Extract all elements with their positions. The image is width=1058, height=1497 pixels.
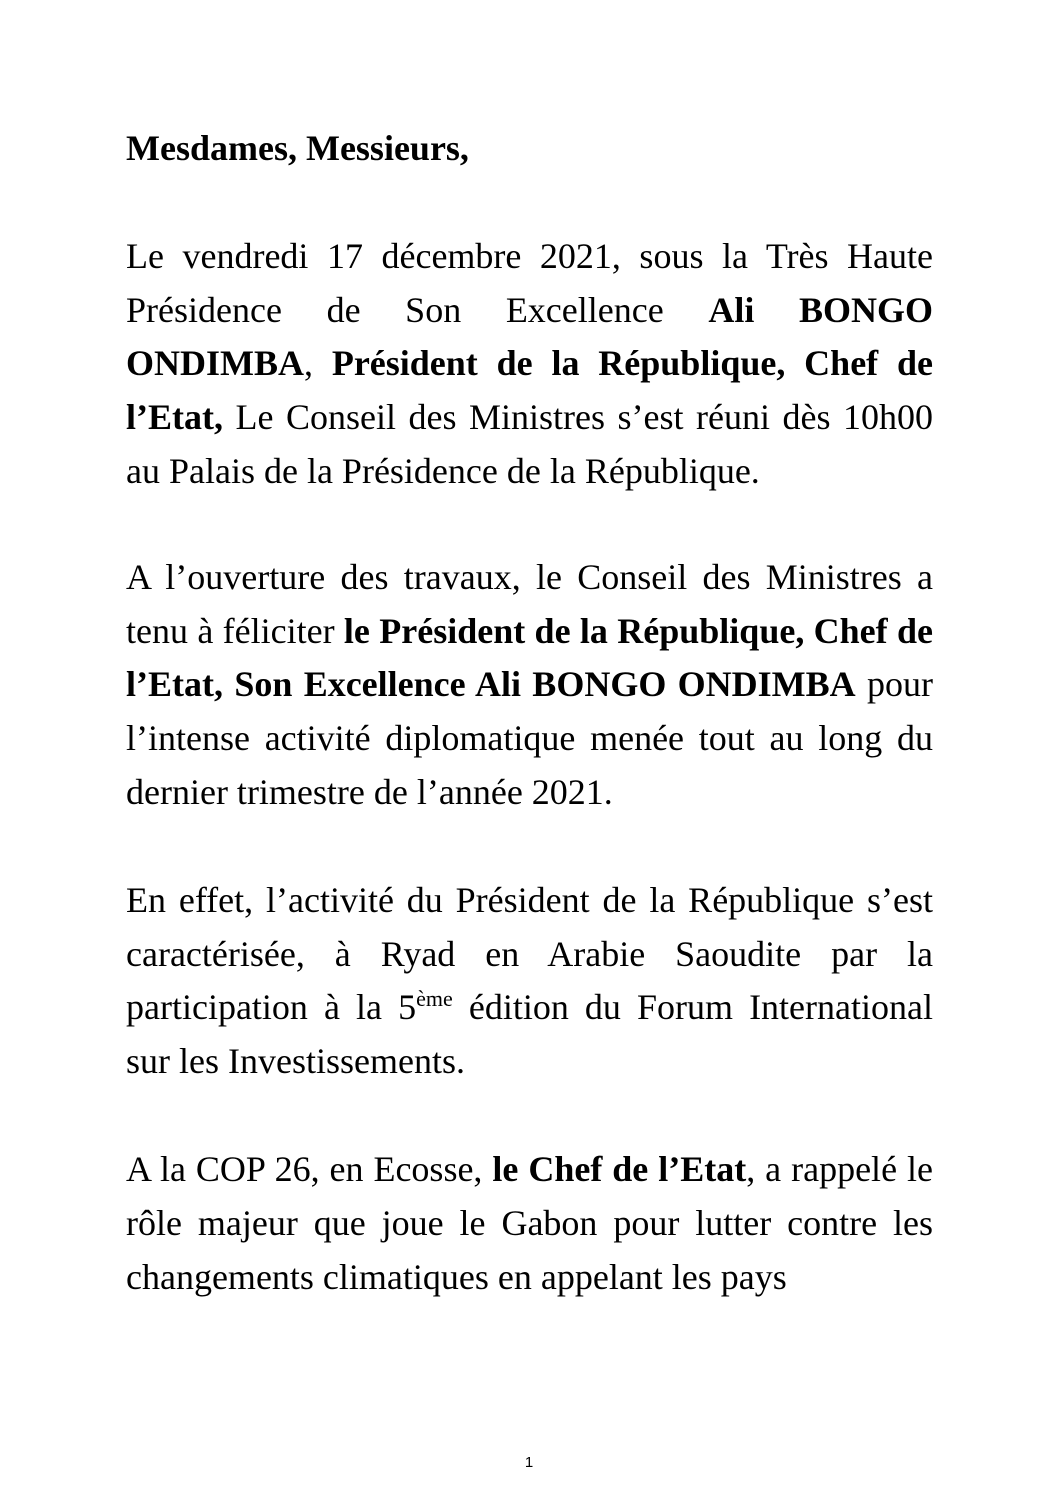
text-run: , a rappelé le rôle majeur que joue le Gabon pour lutter contre les changements climatiques en appelant les pays [126, 1148, 933, 1297]
paragraph-congratulations [126, 551, 933, 820]
text-run: Le Conseil des Ministres s’est réuni dès 10h00 au Palais de la Présidence de la République. [126, 397, 933, 491]
document-body [126, 122, 933, 1304]
bold-run: le Président de la République, Chef de l’Etat, Son Excellence Ali BONGO ONDIMBA [126, 610, 933, 705]
text-run: A l’ouverture des travaux, le Conseil des Ministres a tenu à féliciter [126, 556, 933, 651]
paragraph-cop26 [126, 1143, 933, 1304]
page-number: 1 [524, 1454, 534, 1471]
greeting: Mesdames, Messieurs, [126, 128, 469, 168]
text-run: édition du Forum International sur les Investissements. [126, 987, 933, 1082]
text-run: A la COP 26, en Ecosse, [126, 1148, 493, 1189]
bold-run: Président de la République, Chef de l’Etat, [126, 343, 933, 438]
paragraph-ryad-forum [126, 874, 933, 1089]
bold-run: le Chef de l’Etat [492, 1148, 747, 1189]
text-run: Le vendredi 17 décembre 2021, sous la Très Haute Présidence de Son Excellence [126, 235, 933, 330]
text-run: pour l’intense activité diplomatique menée tout au long du dernier trimestre de l’année 2021. [126, 664, 933, 812]
text-run: , [304, 343, 332, 384]
superscript: ème [416, 986, 453, 1012]
bold-run: Ali BONGO ONDIMBA [126, 289, 933, 384]
paragraph-conseil-opening [126, 230, 933, 499]
text-run: En effet, l’activité du Président de la République s’est caractérisée, à Ryad en Arabie Saoudite par la participation à la 5 [126, 879, 933, 1028]
